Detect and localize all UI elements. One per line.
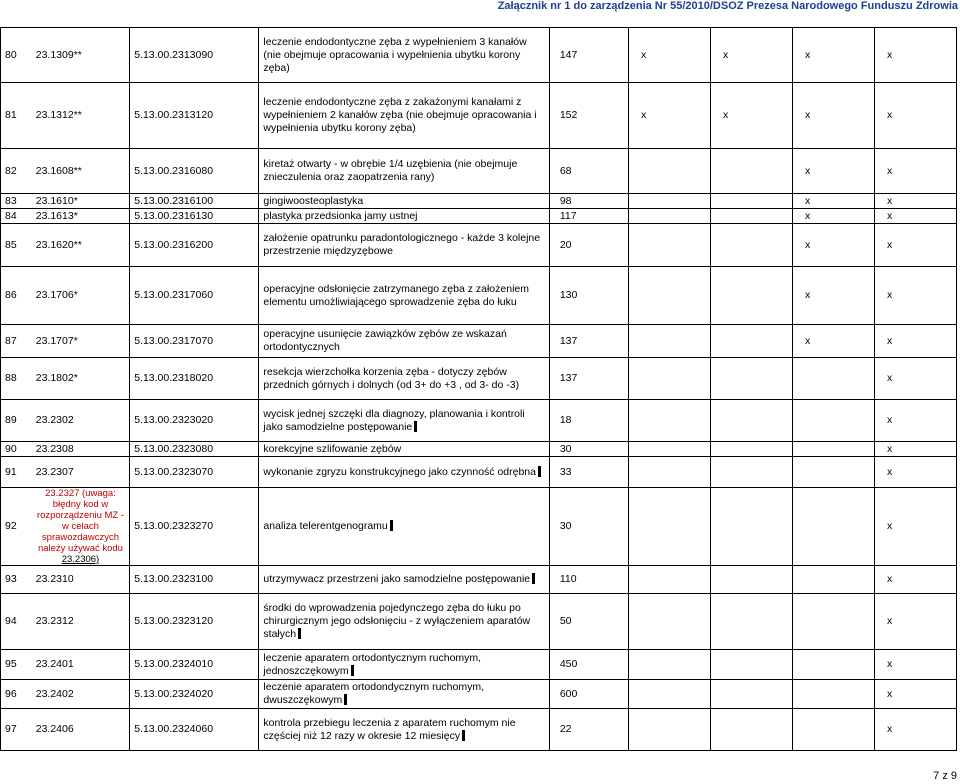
row-number: 80 [1,28,32,83]
procedure-name-text: założenie opatrunku paradontologicznego - każde 3 kolejne przestrzenie międzyzębowe [263,232,541,257]
mark-cell: x [629,83,711,149]
table-row [1,149,957,194]
marker-icon [344,694,347,705]
service-code: 5.13.00.2324060 [130,709,259,751]
row-number: 93 [1,566,32,594]
mark-cell: x [792,83,874,149]
table-row [1,325,957,358]
points-value: 30 [549,442,628,457]
table-row [1,594,957,650]
marker-icon [462,730,465,741]
procedure-name [259,709,549,751]
service-code: 5.13.00.2313120 [130,83,259,149]
procedure-name [259,442,549,457]
procedure-name [259,680,549,709]
marker-icon [414,421,417,432]
procedure-name-text: utrzymywacz przestrzeni jako samodzielne postępowanie [263,573,531,585]
row-number: 82 [1,149,32,194]
marker-icon [351,665,354,676]
mark-cell [792,400,874,442]
procedure-code: 23.2302 [32,400,130,442]
mark-cell [711,358,793,400]
mark-cell: x [711,83,793,149]
mark-cell [792,358,874,400]
mark-cell [629,400,711,442]
mark-cell [629,709,711,751]
mark-cell [629,650,711,680]
mark-cell [629,566,711,594]
service-code: 5.13.00.2317070 [130,325,259,358]
mark-cell [792,594,874,650]
procedure-name-text: leczenie aparatem ortodontycznym ruchomym, jednoszczękowym [263,651,482,677]
procedure-name-text: korekcyjne szlifowanie zębów [263,442,402,455]
row-number: 86 [1,267,32,325]
page-number: 7 z 9 [933,770,957,782]
procedure-name-text: leczenie endodontyczne zęba z zakażonymi kanałami z wypełnieniem 2 kanałów zęba (nie obejmuje opracowania i wypełnienia ubytku korony zęba) [263,96,537,134]
row-number: 81 [1,83,32,149]
row-number: 87 [1,325,32,358]
mark-cell [792,680,874,709]
mark-cell [711,224,793,267]
mark-cell: x [792,194,874,209]
mark-cell [711,488,793,566]
procedure-code: 23.2402 [32,680,130,709]
procedure-code: 23.2308 [32,442,130,457]
procedure-name-text: analiza telerentgenogramu [263,520,388,532]
mark-cell: x [629,28,711,83]
mark-cell [711,400,793,442]
procedure-name [259,267,549,325]
table-row [1,209,957,224]
procedure-code: 23.1309** [32,28,130,83]
mark-cell: x [792,209,874,224]
marker-icon [298,628,301,639]
service-code: 5.13.00.2323080 [130,442,259,457]
service-code: 5.13.00.2324010 [130,650,259,680]
mark-cell: x [874,594,956,650]
mark-cell: x [874,358,956,400]
mark-cell [711,457,793,488]
procedure-name [259,594,549,650]
procedure-name [259,28,549,83]
points-value: 110 [549,566,628,594]
table-row [1,566,957,594]
procedure-name [259,325,549,358]
points-value: 117 [549,209,628,224]
points-value: 33 [549,457,628,488]
document-header: Załącznik nr 1 do zarządzenia Nr 55/2010/DSOZ Prezesa Narodowego Funduszu Zdrowia [497,0,958,12]
note-code: 23.2306) [61,554,100,565]
marker-icon [532,573,535,584]
procedure-name-text: operacyjne usunięcie zawiązków zębów ze wskazań ortodontycznych [263,328,507,353]
procedure-name [259,566,549,594]
procedure-code: 23.1610* [32,194,130,209]
mark-cell [711,594,793,650]
row-number: 96 [1,680,32,709]
row-number: 92 [1,488,32,566]
mark-cell [629,442,711,457]
mark-cell [629,680,711,709]
points-value: 68 [549,149,628,194]
procedure-name [259,400,549,442]
table-row [1,358,957,400]
mark-cell: x [874,488,956,566]
procedure-code: 23.1802* [32,358,130,400]
mark-cell: x [874,566,956,594]
mark-cell [711,442,793,457]
service-code: 5.13.00.2317060 [130,267,259,325]
procedure-name [259,194,549,209]
procedure-code: 23.2312 [32,594,130,650]
mark-cell: x [792,149,874,194]
mark-cell [711,650,793,680]
procedure-name-text: leczenie aparatem ortodondycznym ruchomym, dwuszczękowym [263,681,485,706]
row-number: 84 [1,209,32,224]
mark-cell [711,566,793,594]
procedure-code: 23.1620** [32,224,130,267]
table-row [1,83,957,149]
service-code: 5.13.00.2316130 [130,209,259,224]
mark-cell [711,267,793,325]
points-value: 50 [549,594,628,650]
procedure-name [259,149,549,194]
mark-cell [792,457,874,488]
marker-icon [390,520,393,531]
mark-cell [792,566,874,594]
procedure-name [259,650,549,680]
table-row [1,442,957,457]
service-code: 5.13.00.2313090 [130,28,259,83]
procedure-code: 23.1706* [32,267,130,325]
procedure-name [259,457,549,488]
mark-cell: x [874,209,956,224]
table-row [1,224,957,267]
mark-cell: x [792,325,874,358]
mark-cell [629,457,711,488]
mark-cell [629,149,711,194]
mark-cell [711,149,793,194]
procedure-name [259,83,549,149]
service-code: 5.13.00.2323100 [130,566,259,594]
mark-cell: x [874,83,956,149]
service-code: 5.13.00.2316200 [130,224,259,267]
points-value: 137 [549,358,628,400]
mark-cell [629,267,711,325]
row-number: 89 [1,400,32,442]
points-value: 30 [549,488,628,566]
mark-cell [629,194,711,209]
row-number: 91 [1,457,32,488]
mark-cell [629,224,711,267]
mark-cell: x [792,224,874,267]
mark-cell [792,709,874,751]
table-row [1,680,957,709]
procedure-code: 23.1613* [32,209,130,224]
table-row [1,194,957,209]
table-row [1,488,957,566]
mark-cell: x [874,267,956,325]
table-row [1,709,957,751]
row-number: 97 [1,709,32,751]
points-value: 20 [549,224,628,267]
mark-cell [629,488,711,566]
mark-cell: x [874,28,956,83]
procedure-code: 23.1707* [32,325,130,358]
mark-cell: x [874,650,956,680]
mark-cell: x [874,442,956,457]
mark-cell [629,325,711,358]
service-code: 5.13.00.2316080 [130,149,259,194]
mark-cell [629,358,711,400]
mark-cell [792,488,874,566]
row-number: 83 [1,194,32,209]
procedure-name-text: leczenie endodontyczne zęba z wypełnieniem 3 kanałów (nie obejmuje opracowania i wypełnienia ubytku korony zęba) [263,35,527,74]
mark-cell [711,209,793,224]
row-number: 95 [1,650,32,680]
row-number: 90 [1,442,32,457]
code-note [32,488,130,566]
mark-cell [711,325,793,358]
row-number: 85 [1,224,32,267]
service-code: 5.13.00.2323120 [130,594,259,650]
points-value: 98 [549,194,628,209]
points-value: 147 [549,28,628,83]
table-row [1,267,957,325]
points-value: 152 [549,83,628,149]
procedure-code: 23.1312** [32,83,130,149]
service-code: 5.13.00.2318020 [130,358,259,400]
procedure-code: 23.2401 [32,650,130,680]
mark-cell: x [874,709,956,751]
row-number: 94 [1,594,32,650]
procedure-name-text: plastyka przedsionka jamy ustnej [263,209,418,222]
points-value: 18 [549,400,628,442]
procedure-name [259,488,549,566]
mark-cell: x [874,680,956,709]
procedure-name [259,358,549,400]
table-row [1,400,957,442]
procedure-name-text: wykonanie zgryzu konstrukcyjnego jako czynność odrębna [263,465,536,478]
points-value: 22 [549,709,628,751]
mark-cell [711,680,793,709]
table-row [1,28,957,83]
procedure-name-text: resekcja wierzchołka korzenia zęba - dotyczy zębów przednich górnych i dolnych (od 3+ do +3 , od 3- do -3) [263,365,520,391]
mark-cell: x [874,325,956,358]
mark-cell: x [711,28,793,83]
mark-cell: x [792,267,874,325]
row-number: 88 [1,358,32,400]
procedure-name [259,224,549,267]
mark-cell [629,209,711,224]
points-value: 130 [549,267,628,325]
mark-cell: x [874,457,956,488]
mark-cell: x [874,224,956,267]
service-code: 5.13.00.2323020 [130,400,259,442]
mark-cell [629,594,711,650]
mark-cell [711,709,793,751]
service-code: 5.13.00.2324020 [130,680,259,709]
note-text: 23.2327 (uwaga: błędny kod w rozporządzeniu MZ - w celach sprawozdawczych należy używać kodu [36,488,125,554]
procedure-name-text: środki do wprowadzenia pojedynczego zęba do łuku po chirurgicznym jego odsłonięciu - z wyłączeniem aparatów stałych [263,602,531,640]
mark-cell [711,194,793,209]
procedure-name [259,209,549,224]
procedure-name-text: wycisk jednej szczęki dla diagnozy, planowania i kontroli jako samodzielne postępowanie [263,407,525,433]
procedure-name-text: operacyjne odsłonięcie zatrzymanego zęba z założeniem elementu umożliwiającego sprowadzenie zęba do łuku [263,282,529,308]
procedure-code: 23.2307 [32,457,130,488]
mark-cell: x [874,194,956,209]
service-code: 5.13.00.2323070 [130,457,259,488]
procedure-code: 23.2310 [32,566,130,594]
service-code: 5.13.00.2323270 [130,488,259,566]
procedure-name-text: kiretaż otwarty - w obrębie 1/4 uzębienia (nie obejmuje znieczulenia oraz zaopatrzenia rany) [263,158,518,183]
procedure-table [0,27,957,751]
points-value: 137 [549,325,628,358]
mark-cell: x [874,149,956,194]
points-value: 450 [549,650,628,680]
table-row [1,650,957,680]
mark-cell [792,650,874,680]
table-row [1,457,957,488]
mark-cell [792,442,874,457]
mark-cell: x [874,400,956,442]
procedure-name-text: kontrola przebiegu leczenia z aparatem ruchomym nie częściej niż 12 razy w okresie 12 miesięcy [263,716,516,742]
marker-icon [538,466,541,477]
procedure-name-text: gingiwoosteoplastyka [263,194,364,207]
procedure-code: 23.1608** [32,149,130,194]
procedure-code: 23.2406 [32,709,130,751]
service-code: 5.13.00.2316100 [130,194,259,209]
points-value: 600 [549,680,628,709]
mark-cell: x [792,28,874,83]
